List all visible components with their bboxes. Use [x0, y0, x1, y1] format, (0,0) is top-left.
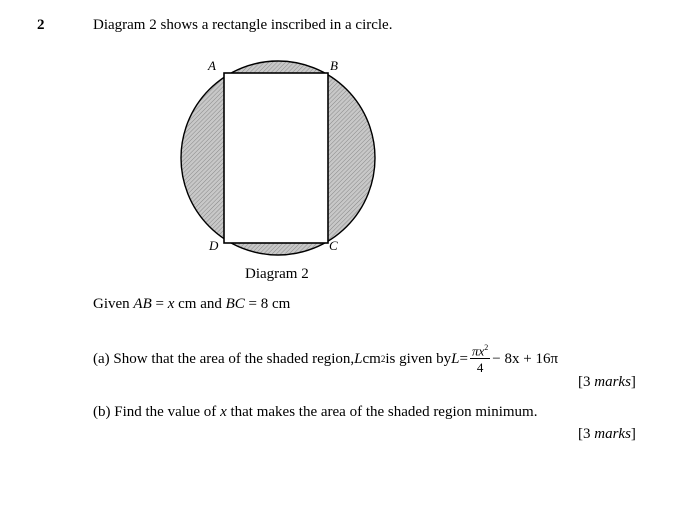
part-a-rest: − 8x + 16π [492, 350, 559, 367]
fraction-numerator [470, 344, 490, 359]
part-a-eq: = [459, 350, 468, 367]
part-a-L: L [354, 350, 363, 367]
inscribed-rectangle [224, 73, 328, 243]
fraction-num-sup: 2 [484, 343, 489, 352]
part-b-marks-close: ] [630, 426, 636, 442]
part-a-question [93, 344, 558, 374]
part-b-marks [578, 426, 636, 443]
given-eq1: = [151, 296, 168, 312]
part-b-text1: (b) Find the value of [93, 404, 221, 420]
part-a-L2: L [451, 350, 460, 367]
part-b-marks-open: [3 [578, 426, 595, 442]
given-bc: BC [225, 296, 245, 312]
part-a-text2: is given by [385, 350, 452, 367]
diagram-caption: Diagram 2 [245, 266, 309, 282]
part-a-marks-word: marks [594, 374, 631, 390]
vertex-label-a: A [208, 58, 216, 73]
part-b-x: x [220, 404, 227, 420]
vertex-label-d: D [209, 238, 219, 253]
part-a-unit-sup: 2 [380, 354, 386, 365]
vertex-label-b: B [330, 58, 338, 73]
given-ab: AB [133, 296, 152, 312]
given-prefix: Given [93, 296, 134, 312]
fraction-denominator: 4 [476, 360, 484, 376]
circle-rectangle-diagram [168, 48, 388, 268]
given-eq2: = [244, 296, 261, 312]
area-fraction [470, 344, 490, 374]
part-a-unit: cm [362, 350, 381, 367]
part-a-marks-open: [3 [578, 374, 595, 390]
given-cm-and: cm and [174, 296, 226, 312]
part-a-marks [578, 374, 636, 391]
part-b-marks-word: marks [594, 426, 631, 442]
part-a-text: (a) Show that the area of the shaded region, [93, 350, 355, 367]
part-b-text2: that makes the area of the shaded region minimum. [226, 404, 538, 420]
given-statement [93, 296, 290, 313]
part-a-marks-close: ] [630, 374, 636, 390]
vertex-label-c: C [329, 238, 338, 253]
given-bc-value: 8 cm [260, 296, 291, 312]
part-b-question [93, 404, 537, 421]
question-number: 2 [37, 17, 45, 33]
question-intro: Diagram 2 shows a rectangle inscribed in a circle. [93, 17, 393, 33]
fraction-num-text: πx [471, 343, 485, 359]
given-x: x [167, 296, 175, 312]
